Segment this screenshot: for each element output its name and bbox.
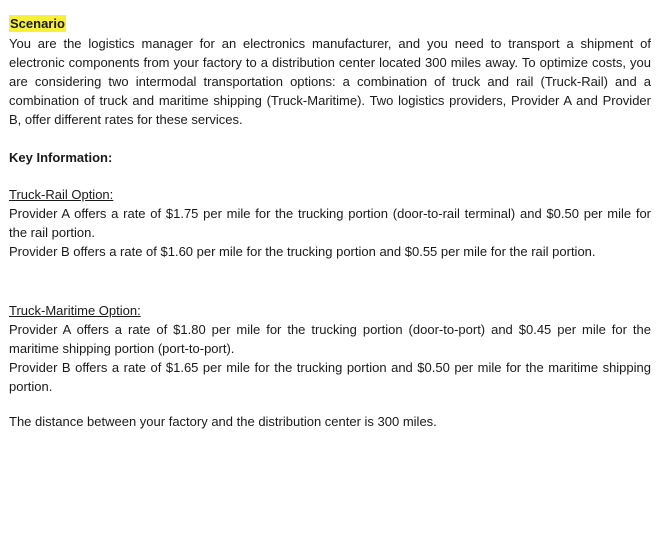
truck-rail-provider-b: Provider B offers a rate of $1.60 per mile for the trucking portion and $0.55 per mile for the rail portion. [9, 244, 596, 259]
scenario-paragraph: You are the logistics manager for an electronics manufacturer, and you need to transport a shipment of electronic components from your factory to a distribution center located 300 miles away. To optimize costs, you are considering two intermodal transportation options: a combination of truck and rail (Truck-Rail) and a combination of truck and maritime shipping (Truck-Maritime). Two logistics providers, Provider A and Provider B, offer different rates for these services. [9, 36, 651, 127]
scenario-heading: Scenario [10, 16, 65, 31]
truck-maritime-title: Truck-Maritime Option: [9, 303, 141, 318]
truck-maritime-provider-a: Provider A offers a rate of $1.80 per mile for the trucking portion (door-to-port) and $0.45 per mile for the maritime shipping portion (port-to-port). [9, 322, 651, 356]
truck-rail-title: Truck-Rail Option: [9, 187, 114, 202]
distance-statement: The distance between your factory and the distribution center is 300 miles. [9, 414, 437, 429]
truck-rail-provider-a: Provider A offers a rate of $1.75 per mile for the trucking portion (door-to-rail terminal) and $0.50 per mile for the rail portion. [9, 206, 651, 240]
key-information-heading: Key Information: [9, 150, 113, 165]
truck-maritime-provider-b: Provider B offers a rate of $1.65 per mile for the trucking portion and $0.50 per mile for the maritime shipping portion. [9, 360, 651, 394]
